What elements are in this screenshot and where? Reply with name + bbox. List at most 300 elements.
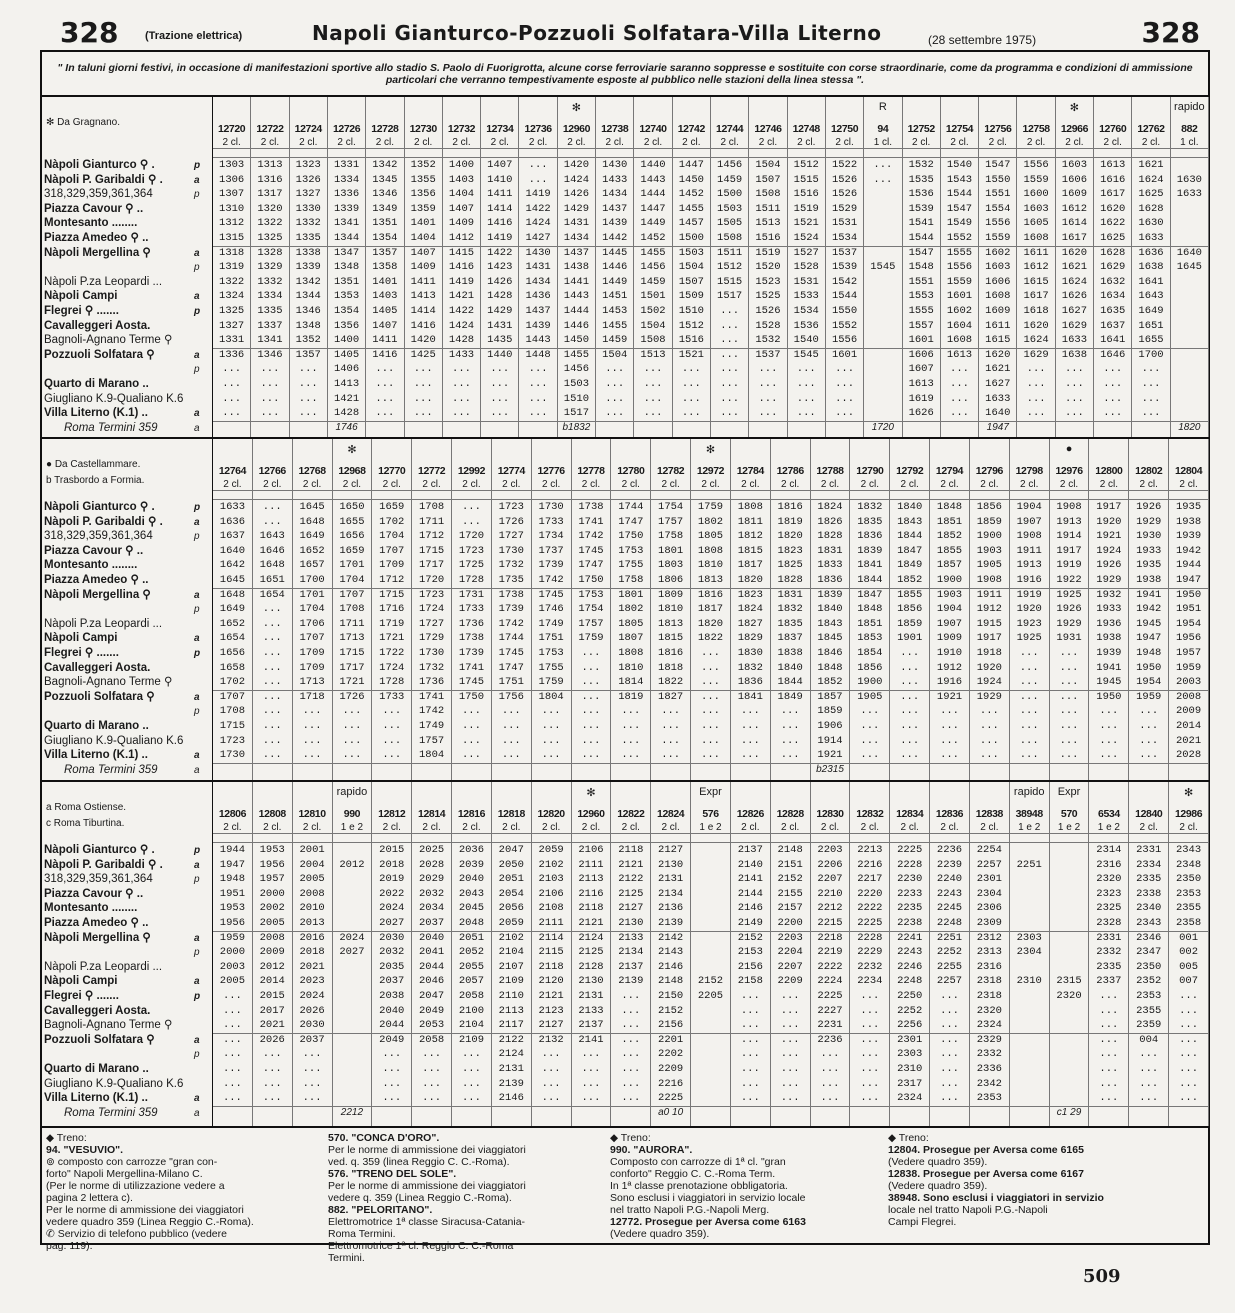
time-cell: ... — [298, 407, 318, 420]
time-cell: 1742 — [418, 705, 445, 718]
time-cell: ... — [900, 647, 920, 659]
time-cell: 1328 — [257, 246, 283, 259]
footnote-line: Per le norme di ammissione dei viaggiatori — [46, 1204, 244, 1216]
time-cell: 1757 — [578, 617, 604, 630]
time-cell: 2019 — [379, 873, 405, 886]
time-cell: 1339 — [295, 261, 321, 274]
train-class: 2 cl. — [372, 822, 411, 834]
train-number: 12738 — [601, 123, 629, 135]
time-cell: 1441 — [563, 275, 590, 288]
time-cell: 2128 — [578, 960, 604, 973]
time-cell: 1701 — [299, 588, 325, 601]
time-cell: 1510 — [563, 392, 590, 405]
time-cell: ... — [1179, 1077, 1199, 1090]
time-cell: ... — [820, 1063, 840, 1075]
time-cell: ... — [1064, 378, 1084, 390]
time-cell: 2104 — [498, 946, 524, 959]
train-number: 12794 — [935, 465, 964, 477]
time-cell: 1358 — [372, 261, 398, 274]
train-class: 2 cl. — [1010, 479, 1049, 491]
time-cell: 1657 — [299, 559, 325, 572]
time-cell: 2353 — [1136, 990, 1162, 1002]
time-cell: 1526 — [831, 188, 858, 201]
station-name: Cavalleggeri Aosta. — [44, 319, 151, 332]
time-cell: ... — [1139, 720, 1159, 732]
time-cell: 2215 — [817, 917, 843, 929]
time-cell: 1403 — [372, 290, 398, 303]
time-cell: 1322 — [219, 275, 245, 288]
time-cell: 1412 — [448, 232, 475, 244]
time-cell: 1633 — [1176, 188, 1202, 201]
time-cell: 2139 — [658, 917, 684, 929]
station-name: Flegrei ⚲ ....... — [44, 647, 119, 659]
time-cell: ... — [1139, 749, 1159, 762]
station-name: Roma Termini 359 — [64, 763, 158, 776]
time-cell: 1312 — [219, 217, 245, 230]
time-cell: 1640 — [219, 544, 246, 557]
time-cell: 1527 — [793, 246, 819, 259]
time-cell: 1919 — [1016, 588, 1042, 601]
train-number: 12756 — [984, 123, 1012, 135]
time-cell: 1507 — [678, 275, 704, 288]
time-cell: 1407 — [410, 246, 436, 259]
train-class: 2 cl. — [1169, 822, 1208, 834]
time-cell — [1171, 305, 1208, 318]
time-cell: 1840 — [777, 661, 803, 674]
time-cell: 1410 — [487, 173, 513, 186]
time-cell: 2026 — [299, 1004, 325, 1017]
train-column — [1129, 782, 1169, 1128]
train-class: 2 cl. — [532, 822, 571, 834]
time-cell — [864, 247, 901, 260]
time-cell: 1950 — [1136, 661, 1162, 674]
station-label — [44, 735, 183, 748]
section-legend — [46, 115, 206, 131]
arrival-departure-flag: a — [194, 764, 200, 776]
time-cell: 2102 — [498, 931, 524, 944]
time-cell: 1628 — [1100, 246, 1126, 259]
time-cell: 1912 — [936, 661, 963, 674]
time-cell: 1725 — [458, 559, 485, 572]
time-cell: ... — [979, 734, 999, 747]
train-number: 12720 — [218, 123, 246, 135]
time-cell: ... — [302, 1063, 322, 1075]
train-class: 1 e 2 — [1089, 822, 1128, 834]
time-cell: ... — [1139, 734, 1159, 747]
time-cell: 2111 — [538, 917, 564, 929]
station-name: Nàpoli Gianturco ⚲ . — [44, 844, 155, 856]
time-cell: 1728 — [458, 574, 485, 586]
time-cell: ... — [581, 676, 601, 689]
time-cell: 1330 — [295, 202, 321, 215]
time-cell: ... — [382, 1048, 402, 1061]
time-cell: 1836 — [817, 574, 843, 586]
train-column — [372, 782, 412, 1128]
time-cell: ... — [541, 734, 561, 747]
time-cell: 1656 — [219, 647, 246, 659]
time-cell: 2141 — [578, 1033, 604, 1046]
footnote-line: locale nel tratto Napoli P.G.-Napoli — [888, 1204, 1048, 1216]
time-cell: ... — [605, 363, 625, 376]
time-cell: 1424 — [448, 319, 475, 332]
time-cell: 1439 — [525, 319, 551, 332]
train-number: 990 — [343, 808, 361, 820]
time-cell: 1738 — [578, 501, 604, 513]
time-cell: ... — [860, 734, 880, 747]
time-cell: 1707 — [379, 544, 405, 557]
train-column — [366, 97, 404, 439]
time-cell: 1341 — [257, 334, 283, 347]
train-class: 2 cl. — [372, 479, 411, 491]
time-cell: ... — [260, 392, 280, 405]
time-cell: 2219 — [817, 946, 843, 959]
time-cell: 1646 — [1100, 348, 1126, 361]
footnote-line: (Per le norme di utilizzazione vedere a — [46, 1180, 225, 1192]
time-cell: 1421 — [333, 392, 360, 405]
time-cell: 2008 — [1175, 690, 1202, 703]
train-class: 2 cl. — [1056, 137, 1093, 149]
station-name: Piazza Cavour ⚲ .. — [44, 202, 144, 215]
time-cell: ... — [461, 720, 481, 732]
time-cell: ... — [1019, 720, 1039, 732]
train-class: 2 cl. — [811, 822, 850, 834]
time-cell: 1812 — [737, 530, 763, 543]
table-number-right: 328 — [1141, 16, 1200, 49]
time-cell: ... — [541, 1048, 561, 1061]
arrival-departure-flag: a — [194, 291, 200, 303]
time-cell: ... — [758, 378, 778, 390]
train-number: 12746 — [754, 123, 782, 135]
time-cell: 1859 — [817, 705, 843, 718]
time-cell: 2037 — [379, 975, 405, 988]
train-column — [452, 782, 492, 1128]
time-cell — [691, 1063, 730, 1076]
station-label — [44, 232, 149, 245]
time-cell: 1414 — [487, 202, 513, 215]
time-cell: 2130 — [578, 975, 604, 988]
time-cell: 1753 — [618, 544, 644, 557]
footnote-line: forto" Napoli Mergellina-Milano C. — [46, 1168, 203, 1180]
time-cell: 1840 — [817, 603, 843, 616]
time-cell: ... — [262, 647, 282, 659]
time-cell: 2234 — [857, 975, 883, 988]
time-cell: ... — [1103, 407, 1123, 420]
footnote-line: nel tratto Napoli P.G.-Napoli Merg. — [610, 1204, 770, 1216]
time-cell: 1541 — [908, 217, 934, 230]
time-cell — [864, 305, 901, 318]
time-cell: 1956 — [259, 858, 285, 871]
time-cell: 1941 — [1136, 588, 1162, 601]
station-label — [44, 873, 200, 886]
time-cell: 2236 — [817, 1033, 843, 1046]
time-cell: 1929 — [1056, 617, 1082, 630]
footnote-line: (Vedere quadro 359). — [888, 1180, 988, 1192]
time-cell: 1823 — [737, 588, 763, 601]
time-cell: 1704 — [299, 603, 325, 616]
time-cell — [864, 276, 901, 289]
time-cell: ... — [452, 363, 471, 376]
time-cell: 2044 — [379, 1019, 405, 1032]
time-cell: 1754 — [578, 603, 604, 616]
time-cell: 2352 — [1136, 975, 1162, 988]
time-cell: 1455 — [678, 202, 704, 215]
arrival-departure-flag: p — [194, 991, 201, 1002]
arrival-departure-flag: a — [194, 1107, 200, 1119]
time-cell: 2104 — [458, 1019, 485, 1032]
train-column — [771, 782, 811, 1128]
time-cell: 1819 — [618, 690, 644, 703]
time-cell: ... — [1103, 392, 1123, 405]
time-cell: 1446 — [602, 261, 628, 274]
time-cell: 2032 — [418, 887, 445, 900]
footnote-line: pag. 119). — [46, 1240, 93, 1252]
time-cell: ... — [780, 1033, 800, 1046]
roma-arrival-time: 1746 — [335, 421, 358, 433]
time-cell: 2029 — [418, 873, 445, 886]
time-cell: 2058 — [458, 990, 485, 1002]
time-cell: 1751 — [538, 632, 564, 645]
time-cell: 2113 — [498, 1004, 524, 1017]
time-cell: 1547 — [908, 246, 934, 259]
time-cell: 1624 — [1023, 334, 1049, 347]
time-cell: 1742 — [578, 530, 604, 543]
row-separator — [213, 931, 1209, 932]
time-cell: 2153 — [737, 946, 763, 959]
time-cell: 1730 — [538, 501, 564, 513]
time-cell: ... — [780, 705, 800, 718]
time-cell: 1450 — [678, 173, 704, 186]
roma-arrival-time: a0 10 — [658, 1106, 684, 1118]
time-cell: 1447 — [640, 202, 666, 215]
time-cell: ... — [1064, 392, 1084, 405]
time-cell: 1511 — [755, 202, 781, 215]
roma-arrival-time: b2315 — [816, 763, 844, 775]
time-cell: 1655 — [1138, 334, 1164, 347]
time-cell: 1810 — [697, 559, 724, 572]
time-cell: 1635 — [1100, 305, 1126, 317]
time-cell: 2021 — [1175, 734, 1202, 747]
time-cell: 1754 — [658, 501, 684, 513]
train-number: 12830 — [816, 808, 844, 820]
time-cell: 1334 — [333, 173, 360, 186]
time-cell: 1428 — [487, 290, 513, 303]
time-cell: 1519 — [793, 202, 819, 215]
time-cell: 1439 — [602, 217, 628, 230]
train-mark: rapido — [336, 786, 368, 798]
time-cell: 1945 — [1096, 676, 1122, 689]
train-number: 12960 — [562, 123, 591, 135]
time-cell: 1935 — [1175, 501, 1202, 513]
time-cell: 1954 — [1136, 676, 1162, 689]
time-cell — [333, 1005, 372, 1018]
time-cell: 1855 — [897, 588, 923, 601]
time-cell: 1723 — [219, 734, 246, 747]
station-label — [44, 888, 143, 901]
time-cell: ... — [900, 690, 920, 703]
time-cell: 2122 — [498, 1033, 524, 1046]
time-cell: ... — [1026, 363, 1046, 376]
time-cell: 2315 — [1056, 975, 1082, 988]
time-cell: 1401 — [410, 217, 436, 230]
footnote-line: 570. "CONCA D'ORO". — [328, 1132, 440, 1144]
time-cell: 1606 — [908, 348, 934, 361]
time-cell: 2131 — [658, 873, 684, 886]
train-class: 2 cl. — [366, 137, 403, 149]
time-cell: 1701 — [339, 559, 365, 572]
time-cell: 1738 — [458, 632, 485, 645]
time-cell: 1615 — [1023, 275, 1049, 288]
train-class: 2 cl. — [251, 137, 288, 149]
footnote-line: ⊚ composto con carrozze "gran con- — [46, 1156, 218, 1168]
time-cell: 2017 — [259, 1004, 285, 1017]
footnote-line: ◆ Treno: — [46, 1132, 87, 1144]
time-cell — [1050, 1078, 1089, 1091]
station-name: Nàpoli P.za Leopardi ... — [44, 617, 163, 630]
time-cell: 1602 — [946, 305, 973, 317]
time-cell: 1526 — [831, 173, 858, 186]
train-column — [611, 439, 651, 782]
time-cell: 2048 — [458, 917, 485, 929]
time-cell: 1346 — [295, 305, 321, 317]
time-cell: 2314 — [1096, 844, 1122, 856]
time-cell: 2009 — [1175, 705, 1202, 718]
time-cell — [1010, 1048, 1049, 1061]
time-cell: 2353 — [1175, 887, 1202, 900]
time-cell: 1659 — [339, 544, 365, 557]
train-column — [558, 97, 596, 439]
time-cell: 1545 — [870, 261, 896, 274]
time-cell: 1904 — [1016, 501, 1042, 513]
time-cell: ... — [1099, 1077, 1119, 1090]
time-cell: 1929 — [1136, 515, 1162, 528]
time-cell: 1857 — [817, 690, 843, 703]
time-cell: 2122 — [618, 873, 644, 886]
time-cell: ... — [621, 990, 641, 1002]
time-cell: 2118 — [618, 844, 644, 856]
time-cell: 1827 — [737, 617, 763, 630]
time-cell: ... — [940, 720, 959, 732]
time-cell: 1702 — [379, 515, 405, 528]
time-cell: ... — [528, 407, 548, 420]
time-cell: 1806 — [658, 574, 684, 586]
time-cell: 1638 — [1138, 261, 1164, 274]
time-cell: 1455 — [563, 348, 590, 361]
time-cell: 1857 — [936, 559, 963, 572]
time-cell: 1626 — [908, 407, 934, 420]
train-class: 1 e 2 — [1010, 822, 1049, 834]
time-cell: 1959 — [1136, 690, 1162, 703]
train-column — [1132, 97, 1170, 439]
train-column — [826, 97, 864, 439]
time-cell: 2040 — [418, 931, 445, 944]
time-cell: 2008 — [259, 931, 285, 944]
time-cell: 1400 — [448, 159, 475, 171]
train-number: 12840 — [1135, 808, 1163, 820]
time-cell: 1942 — [1175, 544, 1202, 557]
time-cell: ... — [740, 1092, 760, 1105]
time-cell: 1801 — [658, 544, 684, 557]
time-cell: ... — [262, 632, 282, 645]
time-cell: 1336 — [219, 348, 245, 361]
time-cell: 2355 — [1136, 1004, 1162, 1017]
time-cell: ... — [422, 1077, 442, 1090]
time-cell: ... — [940, 1033, 959, 1046]
time-cell: 2040 — [458, 873, 485, 886]
time-cell: 1651 — [259, 574, 285, 586]
time-cell — [864, 232, 901, 245]
row-separator — [213, 1033, 1209, 1034]
time-cell: 2304 — [976, 887, 1002, 900]
time-cell: 1550 — [985, 173, 1011, 186]
train-class: 2 cl. — [979, 137, 1016, 149]
time-cell: 2120 — [538, 975, 564, 988]
time-cell: ... — [1019, 734, 1039, 747]
time-cell: 1926 — [1096, 559, 1122, 572]
train-column — [811, 439, 851, 782]
time-cell: 2245 — [936, 902, 963, 915]
time-cell: ... — [1099, 1092, 1119, 1105]
arrival-departure-flag: a — [194, 408, 200, 420]
time-cell: 1629 — [1023, 348, 1049, 361]
time-cell: 1908 — [1056, 501, 1082, 513]
train-number: 12816 — [457, 808, 486, 820]
arrival-departure-flag: p — [194, 1049, 200, 1061]
time-cell: 1801 — [618, 588, 644, 601]
time-cell: 1336 — [333, 188, 360, 201]
train-number: 12968 — [338, 465, 366, 477]
time-cell: 1633 — [985, 392, 1011, 405]
time-cell: 1745 — [538, 588, 564, 601]
time-cell: 1648 — [299, 515, 325, 528]
time-cell: 1320 — [257, 202, 283, 215]
time-cell: 1847 — [897, 544, 923, 557]
footnote-line: Roma Termini. — [328, 1228, 396, 1240]
arrival-departure-flag: a — [194, 859, 200, 871]
time-cell: 1526 — [755, 305, 781, 317]
time-cell: 1615 — [985, 334, 1011, 347]
time-cell: ... — [780, 1077, 800, 1090]
train-class: 2 cl. — [970, 822, 1009, 834]
train-class: 2 cl. — [673, 137, 710, 149]
time-cell: 1515 — [717, 275, 743, 288]
time-cell: 1957 — [1175, 647, 1202, 659]
time-cell: 1808 — [697, 544, 724, 557]
train-number: 12754 — [945, 123, 974, 135]
train-class: 2 cl. — [443, 137, 480, 149]
time-cell: ... — [900, 749, 920, 762]
time-cell: 1824 — [817, 501, 843, 513]
train-class: 2 cl. — [850, 479, 889, 491]
train-column — [572, 439, 612, 782]
time-cell: 1935 — [1136, 559, 1162, 572]
time-cell: ... — [860, 1033, 880, 1046]
time-cell: 2156 — [737, 960, 763, 973]
time-cell: 1334 — [257, 290, 283, 303]
train-class: 2 cl. — [405, 137, 442, 149]
arrival-departure-flag: a — [194, 1034, 200, 1046]
station-label — [44, 407, 200, 420]
time-cell: ... — [222, 363, 242, 376]
time-cell: ... — [222, 1048, 242, 1061]
time-cell: 2338 — [1136, 887, 1162, 900]
time-cell: 1849 — [897, 559, 923, 572]
time-cell: 004 — [1139, 1033, 1159, 1046]
time-cell — [1171, 334, 1208, 347]
time-cell: ... — [490, 363, 510, 376]
time-cell: 1827 — [658, 690, 684, 703]
time-cell: 1645 — [219, 574, 246, 586]
time-cell: 1936 — [1096, 617, 1122, 630]
